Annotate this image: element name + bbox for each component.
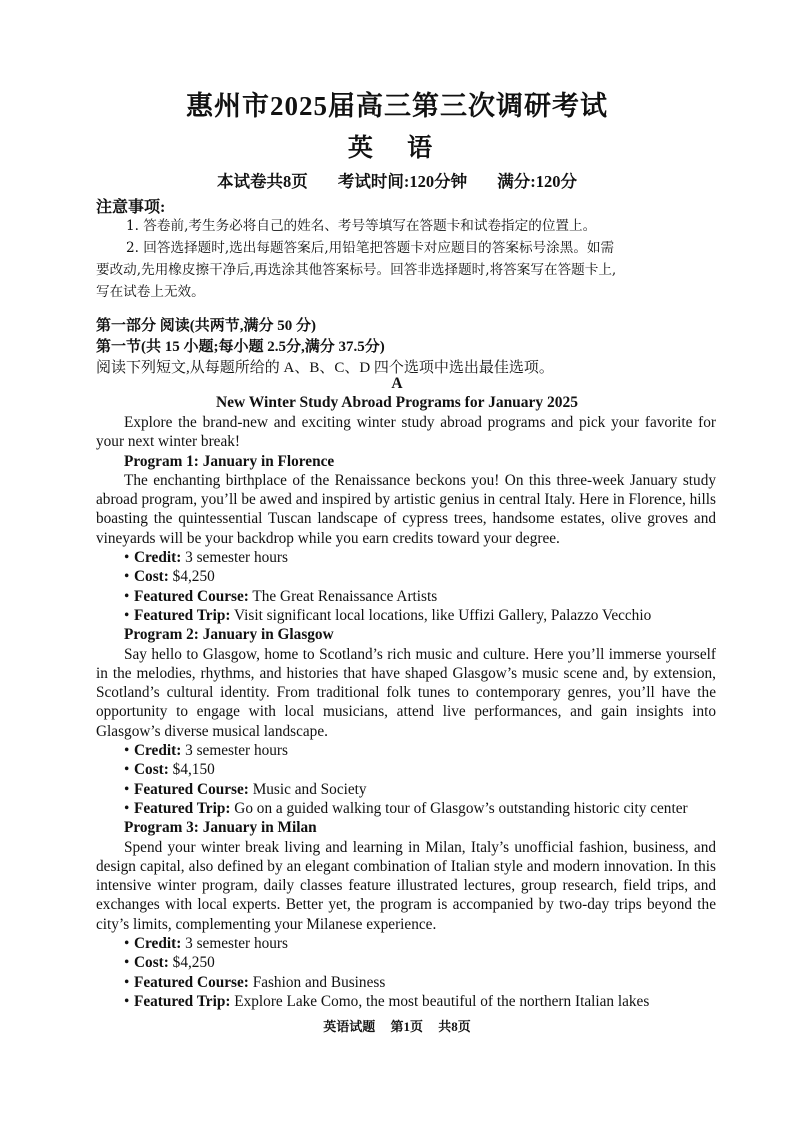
notice-item-1: 1. 答卷前,考生务必将自己的姓名、考号等填写在答题卡和试卷指定的位置上。 — [126, 218, 597, 234]
program-2-course: • Featured Course: Music and Society — [124, 780, 367, 798]
program-3-text: Spend your winter break living and learning in Milan, Italy’s unofficial fashion, business, and design capital, also defined by an elegant combination of Italian style and modern innovation. In this intensive winter program, daily classes feature illustrated lectures, group research, field trips, and exchanges with local experts. Better yet, the program is accompanied by two-day trips beyond the city’s limits, complementing your Milanese experience. — [96, 838, 716, 933]
subsection-heading: 第一节(共 15 小题;每小题 2.5分,满分 37.5分) — [96, 339, 385, 355]
footer-page: 第1页 — [390, 1019, 423, 1034]
notice-item-2-line-2: 要改动,先用橡皮擦干净后,再选涂其他答案标号。回答非选择题时,将答案写在答题卡上, — [96, 262, 617, 278]
exam-duration: 考试时间:120分钟 — [337, 172, 468, 191]
program-2-cost: • Cost: $4,150 — [124, 761, 215, 779]
passage-label: A — [391, 375, 403, 392]
program-2-text: Say hello to Glasgow, home to Scotland’s rich music and culture. Here you’ll immerse yourself in the melodies, rhythms, and histories that have shaped Glasgow’s music scene and, by extension, Scotland’s cultural identity. From traditional folk tunes to contemporary genres, you’ll have the opportunity to engage with local musicians, attend live performances, and gain insights into Glasgow’s diverse musical landscape. — [96, 645, 716, 740]
page-footer — [0, 1016, 794, 1035]
program-1-trip: • Featured Trip: Visit significant local locations, like Uffizi Gallery, Palazzo Vecchio — [124, 606, 652, 624]
program-2-credit: • Credit: 3 semester hours — [124, 742, 288, 760]
part-heading: 第一部分 阅读(共两节,满分 50 分) — [96, 318, 316, 334]
program-3-trip: • Featured Trip: Explore Lake Como, the most beautiful of the northern Italian lakes — [124, 992, 650, 1010]
program-1-course: • Featured Course: The Great Renaissance Artists — [124, 587, 438, 605]
passage-body — [96, 413, 716, 1011]
exam-subject: 英 语 — [347, 135, 447, 162]
notice-item-2-line-1: 2. 回答选择题时,选出每题答案后,用铅笔把答题卡对应题目的答案标号涂黑。如需 — [126, 240, 615, 256]
program-1-text: The enchanting birthplace of the Renaissance beckons you! On this three-week January study abroad program, you’ll be awed and inspired by artistic genius in central Italy. Here in Florence, hills boasting the quintessential Tuscan landscape of cypress trees, handsome estates, olive groves and vineyards will be your backdrop while you earn credits toward your degree. — [96, 471, 716, 547]
program-1-credit: • Credit: 3 semester hours — [124, 549, 288, 567]
page-count: 本试卷共8页 — [217, 172, 308, 191]
program-3-course: • Featured Course: Fashion and Business — [124, 973, 386, 991]
program-3-heading: Program 3: January in Milan — [124, 819, 317, 837]
passage-intro: Explore the brand-new and exciting winter study abroad programs and pick your favorite for your next winter break! — [96, 414, 716, 451]
full-score: 满分:120分 — [497, 172, 577, 191]
program-1-heading: Program 1: January in Florence — [124, 452, 335, 470]
program-3-credit: • Credit: 3 semester hours — [124, 935, 288, 953]
notice-heading: 注意事项: — [96, 199, 166, 216]
exam-title: 惠州市2025届高三第三次调研考试 — [186, 91, 608, 121]
program-3-cost: • Cost: $4,250 — [124, 954, 215, 972]
exam-meta — [0, 168, 794, 192]
notice-item-2-line-3: 写在试卷上无效。 — [96, 284, 205, 300]
program-1-cost: • Cost: $4,250 — [124, 568, 215, 586]
instruction: 阅读下列短文,从每题所给的 A、B、C、D 四个选项中选出最佳选项。 — [96, 360, 554, 376]
passage-title: New Winter Study Abroad Programs for January 2025 — [215, 394, 579, 411]
footer-subject: 英语试题 — [323, 1019, 376, 1034]
program-2-trip: • Featured Trip: Go on a guided walking tour of Glasgow’s outstanding historic city center — [124, 799, 688, 817]
program-2-heading: Program 2: January in Glasgow — [124, 626, 334, 644]
footer-total: 共8页 — [438, 1019, 471, 1034]
